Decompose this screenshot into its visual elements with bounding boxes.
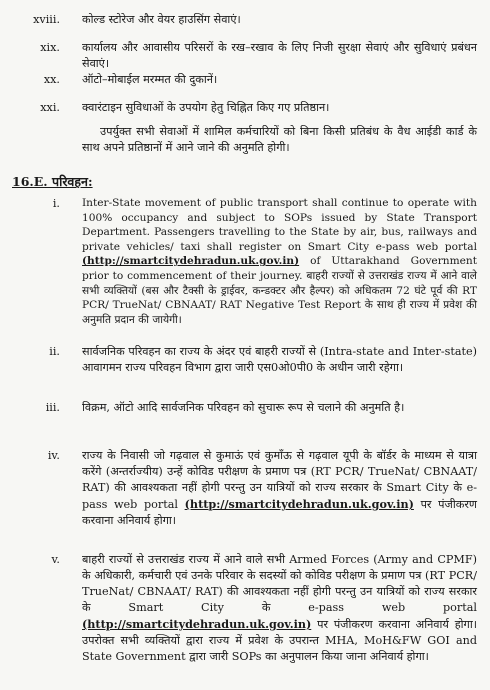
item-text: पर पंजीकरण करवाना अनिवार्य होगा।: [82, 498, 477, 527]
transport-item-ii: सार्वजनिक परिवहन का राज्य के अंदर एवं बाहरी राज्यों से (Intra-state and Inter-state) आवागमन राज्य परिवहन विभाग द्वारा जारी एस0ओ0पी0 के अधीन जारी रहेगा।: [82, 345, 477, 374]
transport-item-v: [82, 552, 477, 665]
list-number: iii.: [45, 401, 60, 414]
list-number: i.: [52, 197, 60, 210]
portal-link[interactable]: (http://smartcitydehradun.uk.gov.in): [184, 497, 414, 511]
list-number: xx.: [43, 73, 60, 86]
item-text: Inter-State movement of public transport shall continue to operate with 100% occupancy and subject to SOPs issued by State Transport Department. Passengers travelling to the State by air, bus, railways and private vehicles/ taxi shall register on Smart City e-pass web portal: [82, 197, 477, 253]
list-item-text: कोल्ड स्टोरेज और वेयर हाउसिंग सेवाएं।: [82, 13, 241, 26]
list-item-text: कार्यालय और आवासीय परिसरों के रख–रखाव के लिए निजी सुरक्षा सेवाएं और सुविधाएं प्रबंधन सेवाएं।: [82, 41, 477, 70]
item-text: पर पंजीकरण करवाना अनिवार्य होगा। उपरोक्त सभी व्यक्तियों द्वारा राज्य में प्रवेश के उपरान्त MHA, MoH&FW GOI and State Government द्वारा जारी SOPs का अनुपालन किया जाना अनिवार्य होगा।: [82, 618, 477, 663]
transport-item-iv: [82, 448, 477, 529]
section-heading: 16.E. परिवहन:: [12, 174, 93, 189]
item-text: बाहरी राज्यों से उत्तराखंड राज्य में आने वाले सभी Armed Forces (Army and CPMF) के अधिकारी, कर्मचारी एवं उनके परिवार के सदस्यों को कोविड परीक्षण के प्रमाण पत्र (RT PCR/ TrueNat/ CBNAAT/ RAT) की आवश्यकता नहीं होगी परन्तु उन यात्रियों को राज्य सरकार के Smart City के e-pass web portal: [82, 553, 477, 614]
transport-item-i: [82, 196, 477, 327]
list-number: xix.: [40, 41, 60, 54]
portal-link[interactable]: (http://smartcitydehradun.uk.gov.in): [82, 255, 300, 268]
list-number: iv.: [47, 449, 60, 462]
list-item-text: क्वारंटाइन सुविधाओं के उपयोग हेतु चिह्नित किए गए प्रतिष्ठान।: [82, 101, 330, 114]
portal-link[interactable]: (http://smartcitydehradun.uk.gov.in): [82, 617, 312, 631]
permission-paragraph: उपर्युक्त सभी सेवाओं में शामिल कर्मचारियों को बिना किसी प्रतिबंध के वैध आईडी कार्ड के साथ अपने प्रतिष्ठानों में आने जाने की अनुमति होगी।: [82, 125, 477, 154]
list-item-text: ऑटो–मोबाईल मरम्मत की दुकानें।: [82, 73, 218, 86]
list-number: xxi.: [40, 101, 60, 114]
list-number: xviii.: [33, 13, 60, 26]
list-number: v.: [51, 553, 60, 566]
item-text: राज्य के निवासी जो गढ़वाल से कुमाऊं एवं कुमाँऊ से गढ़वाल यूपी के बॉर्डर के माध्यम से यात्रा करेंगे (अन्तर्राज्यीय) उन्हें कोविड परीक्षण के प्रमाण पत्र (RT PCR/ TrueNat/ CBNAAT/ RAT) की आवश्यकता नहीं होगी परन्तु उन यात्रियों को राज्य सरकार के Smart City के e-pass web portal: [82, 449, 477, 511]
item-text: of Uttarakhand Government prior to commencement of their journey. बाहरी राज्यों से उत्तराखंड राज्य में आने वाले सभी व्यक्तियों (बस और टैक्सी के ड्राईवर, कन्डक्टर और हैल्पर) को अधिकतम 72 घंटे पूर्व की RT PCR/ TrueNat/ CBNAAT/ RAT Negative Test Report के साथ ही राज्य में प्रवेश की अनुमति प्रदान की जायेगी।: [82, 255, 477, 326]
list-number: ii.: [49, 345, 60, 358]
transport-item-iii: विक्रम, ऑटो आदि सार्वजनिक परिवहन को सुचारू रूप से चलाने की अनुमति है।: [82, 401, 405, 414]
